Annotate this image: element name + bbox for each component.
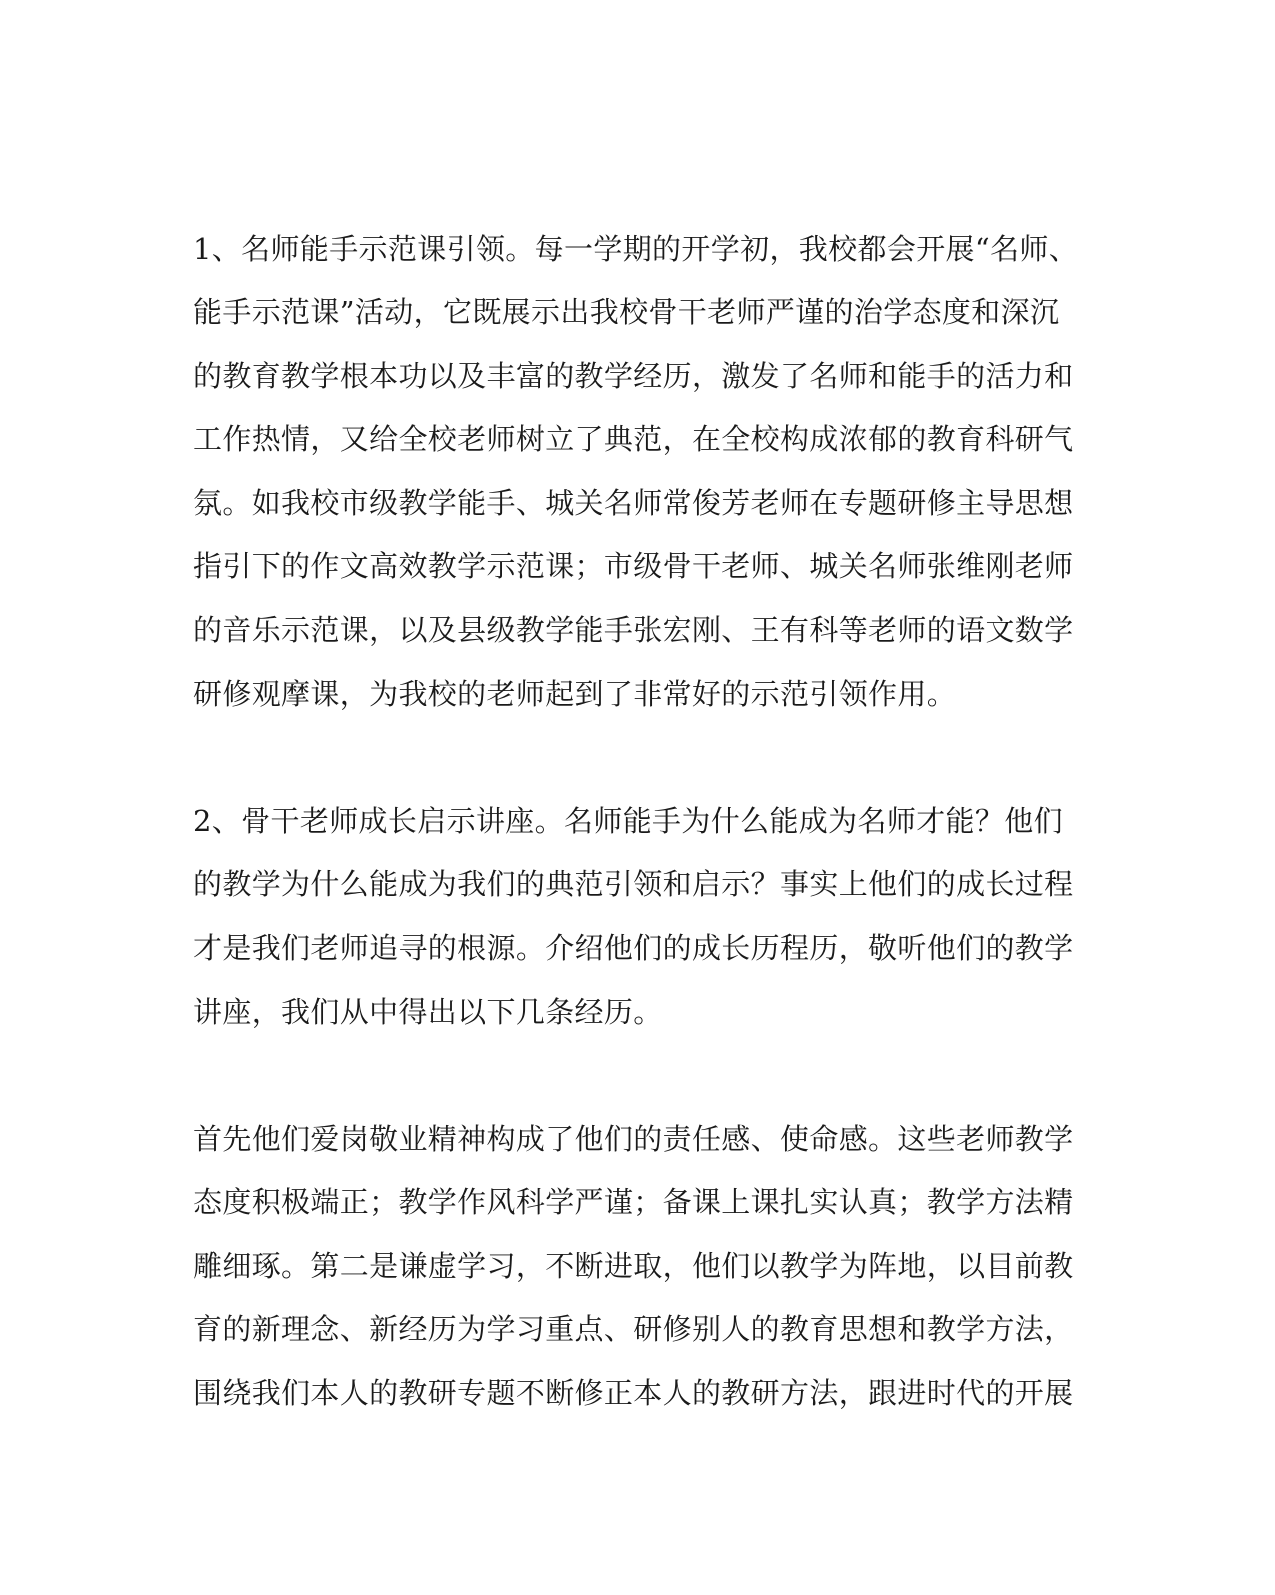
paragraph-line: 雕细琢。第二是谦虚学习，不断进取，他们以教学为阵地，以目前教 (193, 1249, 1074, 1283)
paragraph-line: 首先他们爱岗敬业精神构成了他们的责任感、使命感。这些老师教学 (193, 1122, 1074, 1156)
paragraph-line: 1、名师能手示范课引领。每一学期的开学初，我校都会开展“名师、 (193, 232, 1079, 266)
paragraph-line: 育的新理念、新经历为学习重点、研修别人的教育思想和教学方法， (193, 1312, 1074, 1346)
paragraph-line: 2、骨干老师成长启示讲座。名师能手为什么能成为名师才能？他们 (193, 804, 1063, 838)
paragraph-line: 研修观摩课，为我校的老师起到了非常好的示范引领作用。 (193, 677, 957, 711)
paragraph-line: 讲座，我们从中得出以下几条经历。 (193, 995, 663, 1029)
paragraph-line: 指引下的作文高效教学示范课；市级骨干老师、城关名师张维刚老师 (193, 549, 1074, 583)
paragraph-line: 氛。如我校市级教学能手、城关名师常俊芳老师在专题研修主导思想 (193, 486, 1074, 520)
paragraph-line: 态度积极端正；教学作风科学严谨；备课上课扎实认真；教学方法精 (193, 1185, 1074, 1219)
paragraph-line: 才是我们老师追寻的根源。介绍他们的成长历程历，敬听他们的教学 (193, 931, 1074, 965)
paragraph-line: 的教育教学根本功以及丰富的教学经历，激发了名师和能手的活力和 (193, 359, 1074, 393)
paragraph-line: 围绕我们本人的教研专题不断修正本人的教研方法，跟进时代的开展 (193, 1376, 1074, 1410)
paragraph-line: 工作热情，又给全校老师树立了典范，在全校构成浓郁的教育科研气 (193, 422, 1074, 456)
paragraph-line: 的音乐示范课，以及县级教学能手张宏刚、王有科等老师的语文数学 (193, 613, 1074, 647)
paragraph-line: 能手示范课”活动，它既展示出我校骨干老师严谨的治学态度和深沉 (193, 295, 1060, 329)
paragraph-line: 的教学为什么能成为我们的典范引领和启示？事实上他们的成长过程 (193, 867, 1074, 901)
